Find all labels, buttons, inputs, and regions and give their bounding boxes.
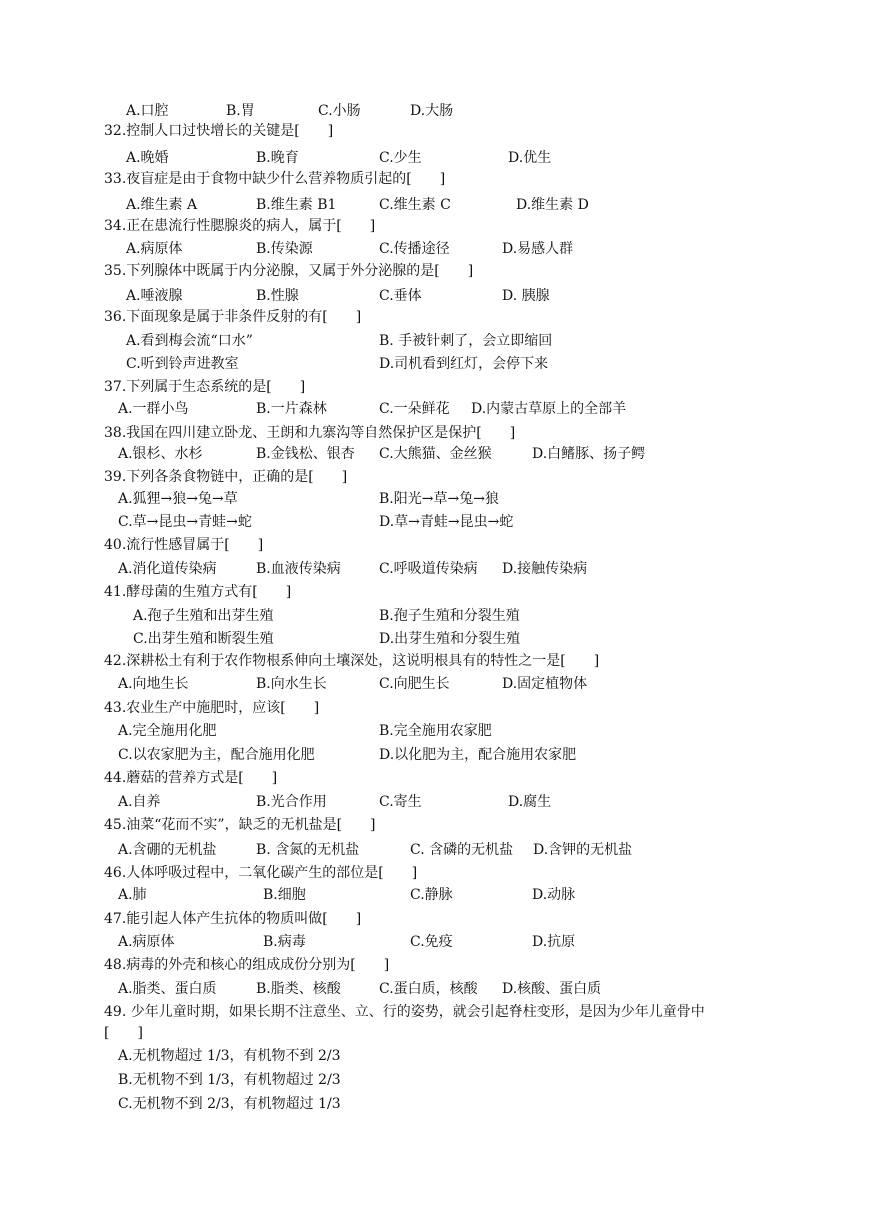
options-line <box>0 334 869 354</box>
answer-option: D.易感人群 <box>502 241 574 257</box>
question-line <box>0 172 869 192</box>
options-line <box>0 289 869 309</box>
question-line <box>0 124 869 144</box>
answer-option: D.维生素 D <box>516 197 589 213</box>
answer-option: C.无机物不到 2/3，有机物超过 1/3 <box>118 1096 341 1112</box>
answer-option: D.固定植物体 <box>502 676 588 692</box>
answer-option: D.司机看到红灯，会停下来 <box>379 356 549 372</box>
question-text: 48.病毒的外壳和核心的组成成份分别为[ ] <box>104 957 390 973</box>
question-line <box>0 310 869 330</box>
question-line <box>0 1026 869 1046</box>
answer-option: B. 手被针刺了，会立即缩回 <box>379 333 553 349</box>
question-text: 44.蘑菇的营养方式是[ ] <box>104 770 278 786</box>
question-line <box>0 654 869 674</box>
answer-option: A.肺 <box>118 887 147 903</box>
answer-option: A.晚婚 <box>126 150 169 166</box>
question-line <box>0 470 869 490</box>
question-text: 49. 少年儿童时期，如果长期不注意坐、立、行的姿势，就会引起脊柱变形，是因为少年儿童骨中 <box>104 1004 705 1020</box>
answer-option: A.向地生长 <box>118 676 189 692</box>
answer-option: D.以化肥为主，配合施用农家肥 <box>379 747 577 763</box>
options-line <box>0 447 869 467</box>
answer-option: B.孢子生殖和分裂生殖 <box>379 608 520 624</box>
options-line <box>0 724 869 744</box>
answer-option: D.核酸、蛋白质 <box>502 981 602 997</box>
answer-option: A.口腔 <box>126 103 169 119</box>
options-line <box>0 515 869 535</box>
answer-option: C.垂体 <box>379 288 422 304</box>
options-line <box>0 357 869 377</box>
question-line <box>0 701 869 721</box>
question-text: 42.深耕松土有利于农作物根系伸向土壤深处，这说明根具有的特性之一是[ ] <box>104 653 600 669</box>
answer-option: B.金钱松、银杏 <box>256 446 355 462</box>
answer-option: B.维生素 B1 <box>256 197 337 213</box>
answer-option: B.光合作用 <box>256 794 327 810</box>
answer-option: D.白鳍豚、扬子鳄 <box>532 446 646 462</box>
answer-option: A.消化道传染病 <box>118 561 217 577</box>
answer-option: C.向肥生长 <box>379 676 450 692</box>
answer-option: A.完全施用化肥 <box>118 723 217 739</box>
answer-option: C.大熊猫、金丝猴 <box>379 446 492 462</box>
question-text: 33.夜盲症是由于食物中缺少什么营养物质引起的[ ] <box>104 171 446 187</box>
question-line <box>0 264 869 284</box>
answer-option: C.小肠 <box>318 103 361 119</box>
answer-option: A.自养 <box>118 794 161 810</box>
question-line <box>0 818 869 838</box>
options-line <box>0 198 869 218</box>
question-text: 40.流行性感冒属于[ ] <box>104 537 264 553</box>
question-line <box>0 585 869 605</box>
answer-option: A.孢子生殖和出芽生殖 <box>133 608 274 624</box>
answer-option: D.含钾的无机盐 <box>533 842 633 858</box>
answer-option: D.优生 <box>508 150 552 166</box>
answer-option: A.无机物超过 1/3，有机物不到 2/3 <box>118 1048 341 1064</box>
options-line <box>0 492 869 512</box>
options-line <box>0 748 869 768</box>
answer-option: A.含硼的无机盐 <box>118 842 217 858</box>
options-line <box>0 151 869 171</box>
answer-option: C.呼吸道传染病 <box>379 561 478 577</box>
answer-option: A.唾液腺 <box>126 288 183 304</box>
question-text: 32.控制人口过快增长的关键是[ ] <box>104 123 334 139</box>
question-text: 45.油菜“花而不实”，缺乏的无机盐是[ ] <box>104 817 376 833</box>
options-line <box>0 104 869 124</box>
answer-option: D.抗原 <box>532 934 576 950</box>
question-text: 41.酵母菌的生殖方式有[ ] <box>104 584 292 600</box>
options-line <box>0 402 869 422</box>
answer-option: D. 胰腺 <box>502 288 550 304</box>
question-line <box>0 771 869 791</box>
answer-option: B.传染源 <box>256 241 313 257</box>
answer-option: B.向水生长 <box>256 676 327 692</box>
question-text: 47.能引起人体产生抗体的物质叫做[ ] <box>104 911 362 927</box>
answer-option: C.寄生 <box>379 794 422 810</box>
question-text: 35.下列腺体中既属于内分泌腺，又属于外分泌腺的是[ ] <box>104 263 474 279</box>
answer-option: D.草→青蛙→昆虫→蛇 <box>379 514 514 530</box>
answer-option: B. 含氮的无机盐 <box>256 842 360 858</box>
answer-option: B.细胞 <box>263 887 306 903</box>
options-line <box>0 1049 869 1069</box>
answer-option: C.静脉 <box>410 887 453 903</box>
answer-option: D.腐生 <box>508 794 552 810</box>
answer-option: D.内蒙古草原上的全部羊 <box>471 401 627 417</box>
answer-option: A.狐狸→狼→兔→草 <box>118 491 238 507</box>
options-line <box>0 632 869 652</box>
question-text: 46.人体呼吸过程中，二氧化碳产生的部位是[ ] <box>104 865 418 881</box>
answer-option: A.维生素 A <box>126 197 198 213</box>
answer-option: C.以农家肥为主，配合施用化肥 <box>118 747 315 763</box>
answer-option: D.出芽生殖和分裂生殖 <box>379 631 521 647</box>
options-line <box>0 609 869 629</box>
answer-option: C.听到铃声进教室 <box>126 356 239 372</box>
answer-option: B.脂类、核酸 <box>256 981 341 997</box>
answer-option: C.一朵鲜花 <box>379 401 450 417</box>
answer-option: A.银杉、水杉 <box>118 446 203 462</box>
answer-option: B.完全施用农家肥 <box>379 723 492 739</box>
question-text: 36.下面现象是属于非条件反射的有[ ] <box>104 309 362 325</box>
question-line <box>0 866 869 886</box>
answer-option: C. 含磷的无机盐 <box>410 842 514 858</box>
options-line <box>0 935 869 955</box>
options-line <box>0 888 869 908</box>
answer-option: B.阳光→草→兔→狼 <box>379 491 499 507</box>
question-text: 43.农业生产中施肥时，应该[ ] <box>104 700 320 716</box>
question-line <box>0 426 869 446</box>
options-line <box>0 795 869 815</box>
answer-option: A.一群小鸟 <box>118 401 189 417</box>
answer-option: B.血液传染病 <box>256 561 341 577</box>
answer-option: A.看到梅会流“口水” <box>126 333 253 349</box>
answer-option: C.免疫 <box>410 934 453 950</box>
question-line <box>0 1005 869 1025</box>
answer-option: C.维生素 C <box>379 197 451 213</box>
options-line <box>0 242 869 262</box>
answer-option: B.病毒 <box>263 934 306 950</box>
question-text: [ ] <box>104 1025 143 1041</box>
question-line <box>0 912 869 932</box>
options-line <box>0 1097 869 1117</box>
answer-option: A.病原体 <box>118 934 175 950</box>
answer-option: C.蛋白质，核酸 <box>379 981 478 997</box>
answer-option: B.无机物不到 1/3，有机物超过 2/3 <box>118 1072 341 1088</box>
answer-option: B.一片森林 <box>256 401 327 417</box>
answer-option: D.接触传染病 <box>502 561 588 577</box>
options-line <box>0 1073 869 1093</box>
answer-option: A.病原体 <box>126 241 183 257</box>
question-text: 38.我国在四川建立卧龙、王朗和九寨沟等自然保护区是保护[ ] <box>104 425 516 441</box>
options-line <box>0 982 869 1002</box>
answer-option: C.传播途径 <box>379 241 450 257</box>
options-line <box>0 677 869 697</box>
answer-option: D.大肠 <box>410 103 454 119</box>
question-line <box>0 538 869 558</box>
answer-option: C.草→昆虫→青蛙→蛇 <box>118 514 252 530</box>
answer-option: B.性腺 <box>256 288 299 304</box>
options-line <box>0 843 869 863</box>
answer-option: D.动脉 <box>532 887 576 903</box>
options-line <box>0 562 869 582</box>
question-text: 39.下列各条食物链中，正确的是[ ] <box>104 469 348 485</box>
answer-option: B.胃 <box>226 103 255 119</box>
question-text: 34.正在患流行性腮腺炎的病人，属于[ ] <box>104 218 376 234</box>
answer-option: C.出芽生殖和断裂生殖 <box>133 631 274 647</box>
answer-option: C.少生 <box>379 150 422 166</box>
question-line <box>0 380 869 400</box>
question-line <box>0 219 869 239</box>
answer-option: B.晚育 <box>256 150 299 166</box>
question-text: 37.下列属于生态系统的是[ ] <box>104 379 306 395</box>
answer-option: A.脂类、蛋白质 <box>118 981 217 997</box>
question-line <box>0 958 869 978</box>
